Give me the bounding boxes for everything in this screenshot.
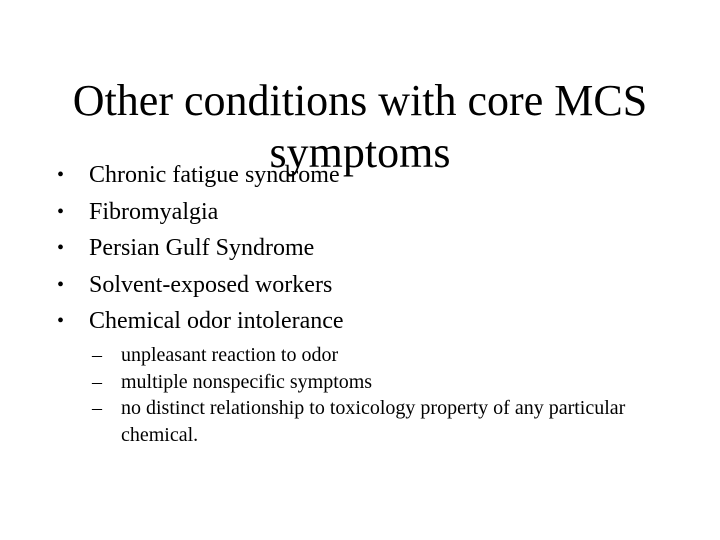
bullet-text: Solvent-exposed workers — [89, 271, 333, 298]
bullet-text: Chronic fatigue syndrome — [89, 162, 340, 188]
bullet-item — [48, 194, 688, 231]
dash-icon: – — [92, 344, 102, 366]
dash-icon: – — [92, 397, 102, 419]
sub-bullet-text: unpleasant reaction to odor — [121, 344, 339, 366]
sub-bullet-item — [92, 369, 652, 396]
bullet-dot-icon: • — [57, 237, 65, 259]
slide-title-line-2: symptoms — [269, 128, 451, 178]
bullet-dot-icon: • — [57, 273, 65, 296]
dash-icon: – — [92, 370, 102, 393]
sub-bullet-text: multiple nonspecific symptoms — [121, 370, 373, 393]
bullet-text: Persian Gulf Syndrome — [89, 235, 315, 261]
slide-title-line-1: Other conditions with core MCS — [72, 76, 648, 126]
sub-bullet-list — [92, 342, 652, 448]
bullet-item — [48, 157, 688, 194]
sub-bullet-text: no distinct relationship to toxicology property of any particular chemical. — [121, 397, 626, 446]
bullet-dot-icon: • — [57, 200, 65, 223]
bullet-item — [48, 303, 688, 340]
bullet-dot-icon: • — [57, 310, 65, 332]
bullet-text: Chemical odor intolerance — [89, 308, 344, 334]
bullet-list — [48, 157, 688, 340]
bullet-text: Fibromyalgia — [89, 198, 219, 225]
bullet-item — [48, 230, 688, 267]
bullet-item — [48, 267, 688, 304]
bullet-dot-icon: • — [57, 164, 65, 186]
sub-bullet-item — [92, 395, 652, 448]
sub-bullet-item — [92, 342, 652, 369]
